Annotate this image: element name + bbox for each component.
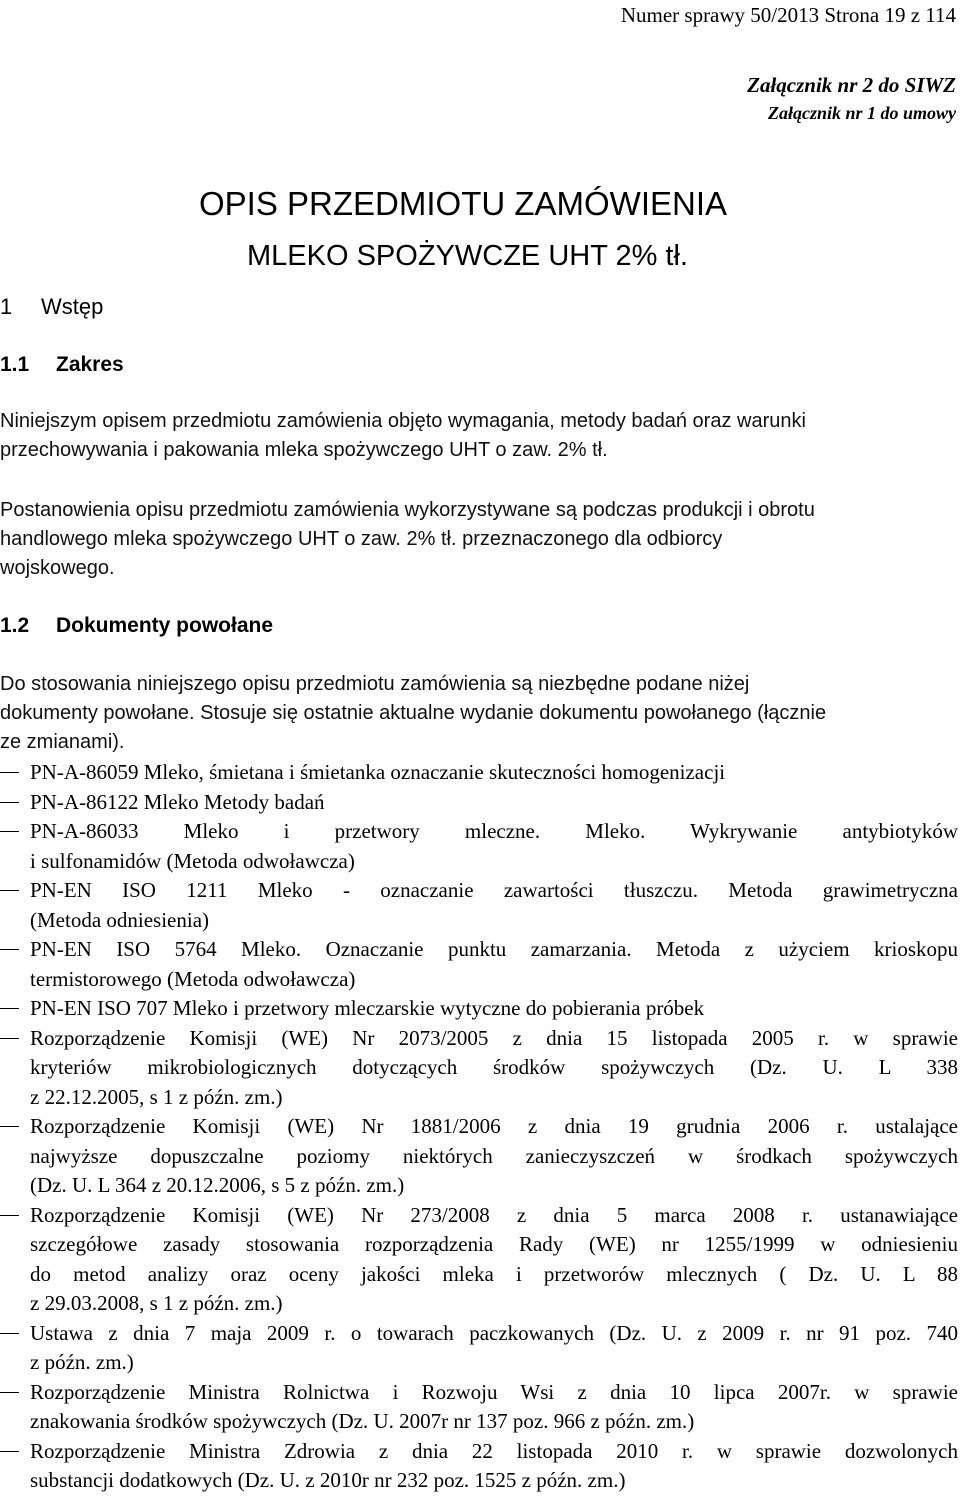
dash-bullet-icon [0, 1451, 19, 1452]
dash-bullet-icon [0, 1038, 19, 1039]
list-item [0, 935, 958, 994]
list-item-line: najwyższe dopuszczalne poziomy niektórych zanieczyszczeń w środkach spożywczych [30, 1143, 958, 1168]
dash-bullet-icon [0, 890, 19, 891]
list-item-line: Rozporządzenie Ministra Zdrowia z dnia 22 listopada 2010 r. w sprawie dozwolonych [30, 1438, 958, 1463]
list-item-line: z 29.03.2008, s 1 z późn. zm.) [30, 1291, 283, 1315]
list-item [0, 1112, 958, 1201]
dash-bullet-icon [0, 772, 19, 773]
dash-bullet-icon [0, 1333, 19, 1334]
list-item [0, 994, 958, 1024]
paragraph-line: dokumenty powołane. Stosuje się ostatnie aktualne wydanie dokumentu powołanego (łącznie [0, 702, 827, 724]
document-title: OPIS PRZEDMIOTU ZAMÓWIENIA [199, 185, 728, 222]
section-heading-1 [0, 292, 103, 322]
section-number: 1 [0, 294, 13, 319]
list-item-line: PN-EN ISO 5764 Mleko. Oznaczanie punktu zamarzania. Metoda z użyciem krioskopu [30, 937, 958, 961]
list-item-line: substancji dodatkowych (Dz. U. z 2010r nr 232 poz. 1525 z późn. zm.) [30, 1468, 626, 1492]
paragraph-line: Do stosowania niniejszego opisu przedmiotu zamówienia są niezbędne podane niżej [0, 673, 750, 695]
dash-bullet-icon [0, 831, 19, 832]
section-number: 1.2 [0, 614, 30, 637]
list-item [0, 758, 958, 788]
list-item [0, 876, 958, 935]
list-item [0, 1319, 958, 1378]
list-item [0, 817, 958, 876]
list-item-line: termistorowego (Metoda odwoławcza) [30, 966, 356, 991]
dash-bullet-icon [0, 1126, 19, 1127]
referenced-documents-list [0, 758, 958, 1496]
attachment-sub: Załącznik nr 1 do umowy [767, 103, 956, 123]
list-item-line: znakowania środków spożywczych (Dz. U. 2007r nr 137 poz. 966 z późn. zm.) [30, 1409, 695, 1433]
list-item-line: z 22.12.2005, s 1 z późn. zm.) [30, 1084, 283, 1109]
list-item-line: szczegółowe zasady stosowania rozporządzenia Rady (WE) nr 1255/1999 w odniesieniu [30, 1232, 958, 1256]
list-item-line: Rozporządzenie Komisji (WE) Nr 273/2008 z dnia 5 marca 2008 r. ustanawiające [30, 1202, 958, 1227]
list-item-line: do metod analizy oraz oceny jakości mleka i przetworów mlecznych ( Dz. U. L 88 [30, 1261, 958, 1286]
paragraph-line: Postanowienia opisu przedmiotu zamówienia wykorzystywane są podczas produkcji i obrotu [0, 499, 815, 521]
paragraph-provisions [0, 496, 958, 583]
list-item-line: PN-EN ISO 707 Mleko i przetwory mleczarskie wytyczne do pobierania próbek [30, 996, 705, 1020]
list-item-line: Rozporządzenie Komisji (WE) Nr 2073/2005 z dnia 15 listopada 2005 r. w sprawie [30, 1025, 958, 1050]
list-item-line: z późn. zm.) [30, 1350, 134, 1374]
list-item [0, 1201, 958, 1319]
paragraph-scope [0, 407, 958, 465]
list-item-line: Ustawa z dnia 7 maja 2009 r. o towarach paczkowanych (Dz. U. z 2009 r. nr 91 poz. 740 [30, 1320, 958, 1345]
paragraph-line: Niniejszym opisem przedmiotu zamówienia objęto wymagania, metody badań oraz warunki [0, 410, 806, 432]
list-item-line: (Metoda odniesienia) [30, 907, 210, 932]
dash-bullet-icon [0, 1215, 19, 1216]
section-title: Zakres [56, 353, 124, 376]
paragraph-line: handlowego mleka spożywczego UHT o zaw. 2% tł. przeznaczonego dla odbiorcy [0, 528, 723, 550]
list-item-line: Rozporządzenie Komisji (WE) Nr 1881/2006 z dnia 19 grudnia 2006 r. ustalające [30, 1114, 958, 1138]
list-item-line: PN-A-86059 Mleko, śmietana i śmietanka oznaczanie skuteczności homogenizacji [30, 760, 726, 784]
list-item [0, 788, 958, 818]
document-subtitle: MLEKO SPOŻYWCZE UHT 2% tł. [247, 240, 688, 272]
attachment-main: Załącznik nr 2 do SIWZ [747, 73, 956, 97]
paragraph-line: ze zmianami). [0, 731, 125, 753]
list-item [0, 1378, 958, 1437]
dash-bullet-icon [0, 802, 19, 803]
list-item-line: Rozporządzenie Ministra Rolnictwa i Rozwoju Wsi z dnia 10 lipca 2007r. w sprawie [30, 1379, 958, 1404]
section-heading-1-2 [0, 611, 273, 641]
list-item-line: PN-EN ISO 1211 Mleko - oznaczanie zawartości tłuszczu. Metoda grawimetryczna [30, 878, 958, 902]
case-number: Numer sprawy 50/2013 Strona 19 z 114 [620, 3, 956, 27]
section-title: Wstęp [41, 294, 104, 319]
section-title: Dokumenty powołane [56, 614, 274, 637]
paragraph-line: wojskowego. [0, 557, 115, 579]
list-item-line: PN-A-86033 Mleko i przetwory mleczne. Mleko. Wykrywanie antybiotyków [30, 819, 958, 843]
paragraph-line: przechowywania i pakowania mleka spożywczego UHT o zaw. 2% tł. [0, 439, 608, 461]
list-item-line: i sulfonamidów (Metoda odwoławcza) [30, 848, 355, 873]
dash-bullet-icon [0, 1008, 19, 1009]
list-item-line: kryteriów mikrobiologicznych dotyczących środków spożywczych (Dz. U. L 338 [30, 1055, 958, 1079]
list-item-line: (Dz. U. L 364 z 20.12.2006, s 5 z późn. zm.) [30, 1173, 405, 1197]
paragraph-documents-intro [0, 670, 958, 757]
section-number: 1.1 [0, 353, 30, 376]
section-heading-1-1 [0, 350, 124, 380]
list-item-line: PN-A-86122 Mleko Metody badań [30, 789, 325, 814]
list-item [0, 1437, 958, 1496]
dash-bullet-icon [0, 949, 19, 950]
list-item [0, 1024, 958, 1113]
dash-bullet-icon [0, 1392, 19, 1393]
